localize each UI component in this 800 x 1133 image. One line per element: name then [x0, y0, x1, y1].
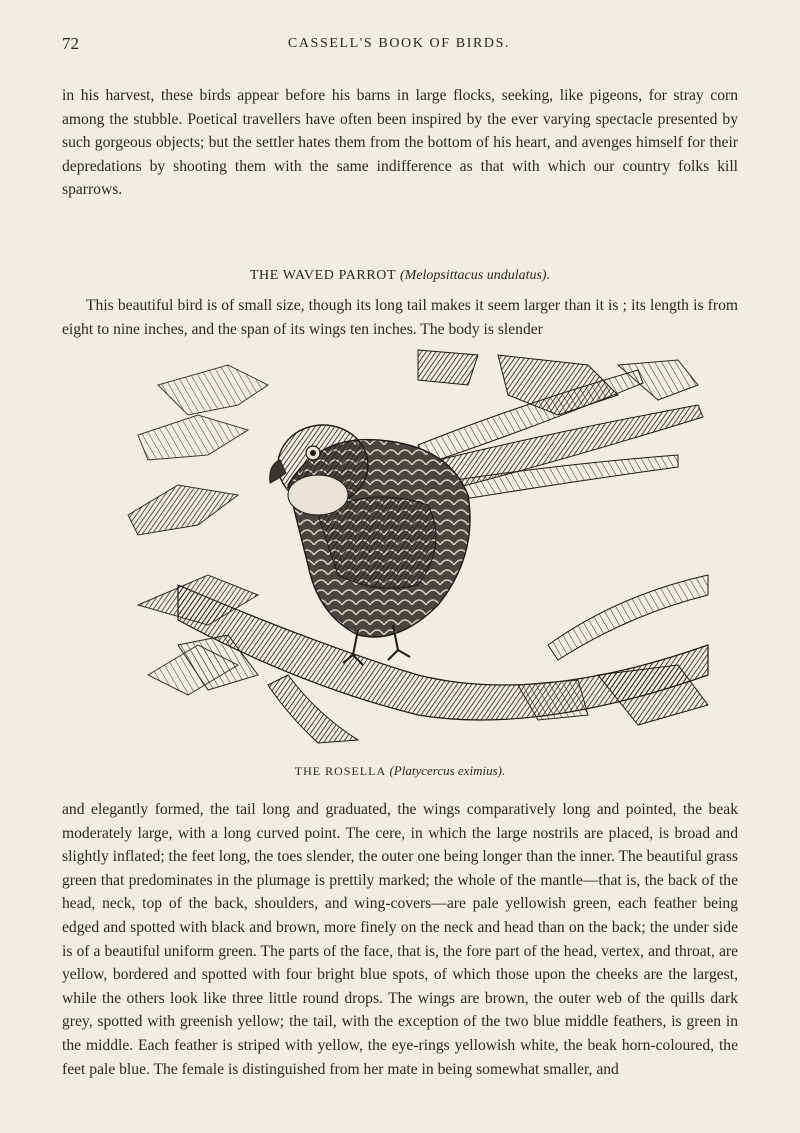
section-heading-scientific-name: (Melopsittacus undulatus).: [400, 268, 551, 283]
rosella-illustration: [118, 345, 718, 745]
section-heading: [62, 268, 738, 284]
figure-caption: [62, 763, 738, 779]
paragraph-description-continued: and elegantly formed, the tail long and graduated, the wings comparatively long and pointed, the beak moderately large, with a long curved point. The cere, in which the large nostrils are placed, is broad and slightly inflated; the feet long, the toes slender, the outer one being longer than the inner. The beautiful grass green that predominates in the plumage is prettily marked; the whole of the mantle—that is, the back of the head, neck, top of the back, shoulders, and wing-covers—are pale yellowish green, each feather being edged and spotted with black and brown, more finely on the neck and head than on the back; the under side is of a beautiful uniform green. The parts of the face, that is, the fore part of the head, vertex, and throat, are yellow, bordered and spotted with four bright blue spots, of which those upon the cheeks are the largest, while the others look like three little round drops. The wings are brown, the outer web of the quills dark grey, spotted with greenish yellow; the tail, with the exception of the two blue middle feathers, is green in the middle. Each feather is striped with yellow, the eye-rings yellowish white, the beak horn-coloured, the feet pale blue. The female is distinguished from her mate in being somewhat smaller, and: [62, 801, 738, 1078]
rosella-engraving: [118, 345, 718, 745]
branch: [178, 575, 708, 743]
paragraph-harvest: in his harvest, these birds appear before his barns in large flocks, seeking, like pigeons, for stray corn among the stubble. Poetical travellers have often been inspired by the ever varying spectacle presented by such gorgeous objects; but the settler hates them from the bottom of his heart, and avenges himself for their depredations by shooting them with the same indifference as that with which our country folks kill sparrows.: [62, 87, 738, 199]
paragraph-description-start: This beautiful bird is of small size, though its long tail makes it seem larger than it is ; its length is from eight to nine inches, and the span of its wings ten inches. The body is slender: [62, 297, 738, 338]
caption-common-name: THE ROSELLA: [294, 764, 386, 778]
running-title: CASSELL'S BOOK OF BIRDS.: [287, 36, 511, 51]
caption-scientific-name: (Platycercus eximius).: [389, 763, 506, 778]
running-head: [62, 34, 736, 58]
page-number: 72: [62, 34, 79, 53]
section-heading-common-name: THE WAVED PARROT: [249, 268, 396, 283]
